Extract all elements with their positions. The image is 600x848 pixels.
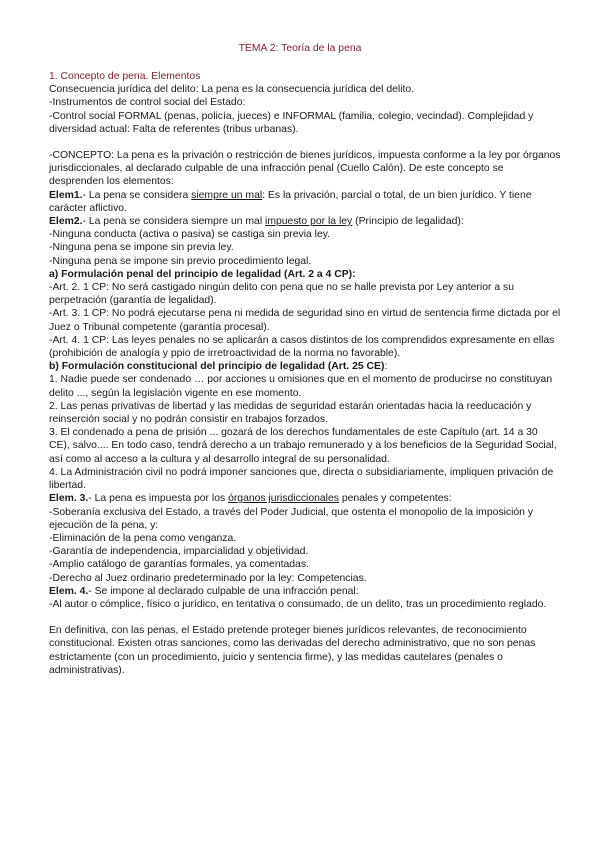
section-b-heading-colon: : [384, 361, 388, 373]
section-a-heading [49, 268, 561, 281]
list-item: 4. La Administración civil no podrá imponer sanciones que, directa o subsidiariamente, impliquen privación de libertad. [49, 466, 554, 492]
element-3-label: Elem. 3. [49, 493, 89, 505]
list-item: 2. Las penas privativas de libertad y las medidas de seguridad estarán orientadas hacia la reeducación y reinserción social y no podrán consistir en trabajos forzados. [49, 400, 532, 426]
element-3 [49, 492, 561, 505]
list-item: 3. El condenado a pena de prisión ... gozará de los derechos fundamentales de este Capítulo (art. 14 a 30 CE), salvo.... En todo caso, tendrá derecho a un trabajo remunerado y a los beneficios de la Seguridad Social, así como al acceso a la cultura y al desarrollo integral de su personalidad. [49, 427, 557, 465]
element-1-text: - La pena se considera [82, 189, 192, 201]
element-4-label: Elem. 4. [49, 585, 89, 597]
list-item: -Art. 3. 1 CP: No podrá ejecutarse pena ni medida de seguridad sino en virtud de sentencia firme dictada por el Juez o Tribunal competente (garantía procesal). [49, 308, 561, 333]
paragraph: -Instrumentos de control social del Estado: [49, 97, 246, 109]
element-4-text: - Se impone al declarado culpable de una infracción penal: [88, 585, 359, 597]
section-heading-concept: 1. Concepto de pena. Elementos [49, 71, 201, 82]
list-item: -Art. 2. 1 CP: No será castigado ningún delito con pena que no se halle prevista por Ley anterior a su perpetración (garantía de legalidad). [49, 282, 514, 307]
element-1 [49, 189, 561, 215]
element-3-text: - La pena es impuesta por los [88, 493, 229, 505]
list-item: -Ninguna pena se impone sin previa ley. [49, 242, 234, 254]
document-title: TEMA 2: Teoría de la pena [238, 43, 362, 54]
list-item: -Ninguna pena se impone sin previo procedimiento legal. [49, 255, 312, 267]
section-a-heading-text: a) Formulación penal del principio de legalidad (Art. 2 a 4 CP): [49, 268, 356, 280]
element-4 [49, 585, 561, 598]
element-2-underline: impuesto por la ley [265, 216, 353, 228]
list-item: -Garantía de independencia, imparcialidad y objetividad. [49, 546, 309, 558]
conclusion-paragraph: En definitiva, con las penas, el Estado pretende proteger bienes jurídicos relevantes, de reconocimiento constitucional. Existen otras sanciones, como las derivadas del derecho administrativo, que no son penas estrictamente (con un procedimiento, juicio y sentencia firme), y las medidas cautelares (penales o administrativas). [49, 625, 536, 676]
element-2-text-end: (Principio de legalidad): [352, 216, 464, 228]
document-body [49, 70, 561, 677]
concept-paragraph: -CONCEPTO: La pena es la privación o restricción de bienes jurídicos, impuesta conforme a la ley por órganos jurisdiccionales, al declarado culpable de una infracción penal (Cuello Calón). De este concepto se desprenden los elementos: [49, 150, 561, 188]
list-item: -Al autor o cómplice, físico o jurídico, en tentativa o consumado, de un delito, tras un procedimiento reglado. [49, 598, 547, 610]
element-1-underline: siempre un mal [191, 189, 263, 201]
element-2 [49, 215, 561, 228]
element-2-text: - La pena se considera siempre un mal [82, 216, 266, 228]
list-item: -Ninguna conducta (activa o pasiva) se castiga sin previa ley. [49, 229, 331, 241]
spacer [49, 611, 561, 624]
section-b-heading-text: b) Formulación constitucional del principio de legalidad (Art. 25 CE) [49, 361, 385, 373]
element-3-text-end: penales y competentes: [338, 493, 452, 505]
paragraph: Consecuencia jurídica del delito: La pena es la consecuencia jurídica del delito. [49, 84, 415, 96]
spacer [49, 136, 561, 149]
element-1-text-end: : Es la privación, parcial o total, de un bien jurídico. Y tiene carácter aflictivo. [49, 189, 532, 214]
list-item: -Eliminación de la pena como venganza. [49, 532, 237, 544]
element-3-underline: órganos jurisdiccionales [228, 493, 339, 505]
list-item: -Derecho al Juez ordinario predeterminado por la ley: Competencias. [49, 572, 367, 584]
list-item: -Amplio catálogo de garantías formales, ya comentadas. [49, 559, 309, 571]
element-2-label: Elem2. [49, 216, 83, 228]
list-item: -Soberanía exclusiva del Estado, a través del Poder Judicial, que ostenta el monopolio de la imposición y ejecución de la pena, y: [49, 506, 534, 531]
list-item: -Art. 4. 1 CP: Las leyes penales no se aplicarán a casos distintos de los comprendidos expresamente en ellas (prohibición de analogía y ppio de irretroactividad de la norma no favorable). [49, 334, 555, 360]
list-item: 1. Nadie puede ser condenado … por acciones u omisiones que en el momento de producirse no constituyan delito ..., según la legislación vigente en ese momento. [49, 374, 553, 399]
element-1-label: Elem1. [49, 189, 83, 201]
paragraph: -Control social FORMAL (penas, policía, jueces) e INFORMAL (familia, colegio, vecindad). Complejidad y diversidad actual: Falta de referentes (tribus urbanas). [49, 110, 534, 135]
section-b-heading [49, 360, 561, 373]
